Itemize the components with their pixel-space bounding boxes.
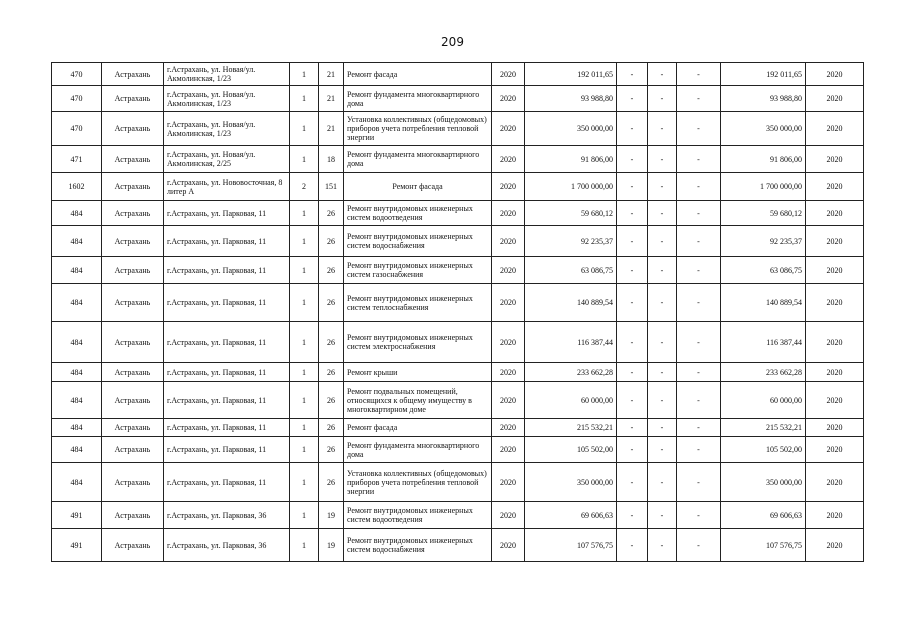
row-entrances: 1 xyxy=(290,382,319,419)
table-row xyxy=(52,63,864,86)
row-cost: 91 806,00 xyxy=(525,146,617,173)
row-apartments: 26 xyxy=(319,419,344,437)
row-dash-3: - xyxy=(677,173,721,201)
row-dash-1: - xyxy=(617,502,648,529)
row-dash-1: - xyxy=(617,63,648,86)
row-total: 233 662,28 xyxy=(721,363,806,382)
row-dash-2: - xyxy=(648,86,677,112)
row-year-done: 2020 xyxy=(806,226,864,257)
row-city: Астрахань xyxy=(102,201,164,226)
row-entrances: 1 xyxy=(290,63,319,86)
row-year-done: 2020 xyxy=(806,502,864,529)
table-row xyxy=(52,112,864,146)
row-dash-2: - xyxy=(648,284,677,322)
row-city: Астрахань xyxy=(102,322,164,363)
row-year-done: 2020 xyxy=(806,463,864,502)
row-address: г.Астрахань, ул. Парковая, 36 xyxy=(164,529,290,562)
row-dash-2: - xyxy=(648,201,677,226)
row-city: Астрахань xyxy=(102,437,164,463)
row-dash-3: - xyxy=(677,502,721,529)
row-total: 69 606,63 xyxy=(721,502,806,529)
row-year: 2020 xyxy=(492,382,525,419)
row-entrances: 1 xyxy=(290,363,319,382)
row-work-type: Ремонт подвальных помещений, относящихся к общему имуществу в многоквартирном доме xyxy=(344,382,492,419)
row-work-type: Ремонт внутридомовых инженерных систем теплоснабжения xyxy=(344,284,492,322)
row-work-type: Ремонт фасада xyxy=(344,419,492,437)
row-dash-1: - xyxy=(617,463,648,502)
row-cost: 1 700 000,00 xyxy=(525,173,617,201)
row-year: 2020 xyxy=(492,112,525,146)
row-dash-3: - xyxy=(677,419,721,437)
row-year-done: 2020 xyxy=(806,284,864,322)
row-cost: 69 606,63 xyxy=(525,502,617,529)
row-address: г.Астрахань, ул. Парковая, 36 xyxy=(164,502,290,529)
row-total: 92 235,37 xyxy=(721,226,806,257)
row-apartments: 18 xyxy=(319,146,344,173)
table-row xyxy=(52,382,864,419)
row-cost: 233 662,28 xyxy=(525,363,617,382)
row-id: 484 xyxy=(52,322,102,363)
row-total: 63 086,75 xyxy=(721,257,806,284)
row-dash-1: - xyxy=(617,201,648,226)
row-work-type: Ремонт фундамента многоквартирного дома xyxy=(344,86,492,112)
table-row xyxy=(52,284,864,322)
row-apartments: 21 xyxy=(319,112,344,146)
row-city: Астрахань xyxy=(102,284,164,322)
row-total: 350 000,00 xyxy=(721,463,806,502)
row-year-done: 2020 xyxy=(806,86,864,112)
row-dash-1: - xyxy=(617,226,648,257)
row-cost: 116 387,44 xyxy=(525,322,617,363)
table-row xyxy=(52,322,864,363)
row-id: 471 xyxy=(52,146,102,173)
row-cost: 92 235,37 xyxy=(525,226,617,257)
row-work-type: Ремонт фасада xyxy=(344,63,492,86)
row-year-done: 2020 xyxy=(806,419,864,437)
row-cost: 350 000,00 xyxy=(525,463,617,502)
capital-repair-table xyxy=(51,62,864,562)
row-dash-1: - xyxy=(617,529,648,562)
row-city: Астрахань xyxy=(102,382,164,419)
row-year-done: 2020 xyxy=(806,529,864,562)
row-dash-1: - xyxy=(617,86,648,112)
row-city: Астрахань xyxy=(102,112,164,146)
row-cost: 60 000,00 xyxy=(525,382,617,419)
row-dash-2: - xyxy=(648,173,677,201)
row-year-done: 2020 xyxy=(806,146,864,173)
row-dash-1: - xyxy=(617,363,648,382)
row-work-type: Ремонт фасада xyxy=(344,173,492,201)
row-cost: 63 086,75 xyxy=(525,257,617,284)
row-address: г.Астрахань, ул. Новая/ул. Акмолинская, 2/25 xyxy=(164,146,290,173)
row-total: 105 502,00 xyxy=(721,437,806,463)
row-dash-3: - xyxy=(677,257,721,284)
row-id: 484 xyxy=(52,463,102,502)
row-work-type: Ремонт внутридомовых инженерных систем водоотведения xyxy=(344,502,492,529)
row-dash-1: - xyxy=(617,173,648,201)
row-id: 484 xyxy=(52,226,102,257)
row-dash-1: - xyxy=(617,382,648,419)
row-year-done: 2020 xyxy=(806,257,864,284)
row-dash-2: - xyxy=(648,257,677,284)
row-cost: 93 988,80 xyxy=(525,86,617,112)
row-work-type: Ремонт фундамента многоквартирного дома xyxy=(344,437,492,463)
row-id: 470 xyxy=(52,63,102,86)
row-id: 484 xyxy=(52,363,102,382)
row-entrances: 1 xyxy=(290,437,319,463)
row-work-type: Ремонт фундамента многоквартирного дома xyxy=(344,146,492,173)
table-row xyxy=(52,86,864,112)
table-row xyxy=(52,226,864,257)
row-city: Астрахань xyxy=(102,173,164,201)
row-total: 107 576,75 xyxy=(721,529,806,562)
row-address: г.Астрахань, ул. Нововосточная, 8 литер А xyxy=(164,173,290,201)
row-dash-3: - xyxy=(677,529,721,562)
row-year: 2020 xyxy=(492,257,525,284)
row-apartments: 26 xyxy=(319,382,344,419)
row-apartments: 21 xyxy=(319,63,344,86)
row-id: 484 xyxy=(52,419,102,437)
row-year: 2020 xyxy=(492,502,525,529)
row-id: 484 xyxy=(52,437,102,463)
row-total: 59 680,12 xyxy=(721,201,806,226)
row-work-type: Ремонт внутридомовых инженерных систем газоснабжения xyxy=(344,257,492,284)
table-row xyxy=(52,437,864,463)
row-address: г.Астрахань, ул. Парковая, 11 xyxy=(164,382,290,419)
row-dash-2: - xyxy=(648,112,677,146)
row-year-done: 2020 xyxy=(806,112,864,146)
row-cost: 192 011,65 xyxy=(525,63,617,86)
row-apartments: 26 xyxy=(319,226,344,257)
table-row xyxy=(52,363,864,382)
row-dash-2: - xyxy=(648,226,677,257)
table-row xyxy=(52,463,864,502)
row-year: 2020 xyxy=(492,86,525,112)
row-dash-2: - xyxy=(648,63,677,86)
row-year: 2020 xyxy=(492,63,525,86)
row-cost: 215 532,21 xyxy=(525,419,617,437)
row-dash-2: - xyxy=(648,146,677,173)
row-year-done: 2020 xyxy=(806,63,864,86)
row-entrances: 1 xyxy=(290,322,319,363)
row-city: Астрахань xyxy=(102,226,164,257)
row-year-done: 2020 xyxy=(806,322,864,363)
row-city: Астрахань xyxy=(102,502,164,529)
row-address: г.Астрахань, ул. Парковая, 11 xyxy=(164,419,290,437)
row-dash-2: - xyxy=(648,382,677,419)
row-total: 215 532,21 xyxy=(721,419,806,437)
row-cost: 140 889,54 xyxy=(525,284,617,322)
row-id: 1602 xyxy=(52,173,102,201)
row-id: 484 xyxy=(52,284,102,322)
row-cost: 107 576,75 xyxy=(525,529,617,562)
row-total: 116 387,44 xyxy=(721,322,806,363)
table-row xyxy=(52,146,864,173)
row-year-done: 2020 xyxy=(806,173,864,201)
row-id: 491 xyxy=(52,529,102,562)
row-entrances: 1 xyxy=(290,201,319,226)
row-work-type: Ремонт внутридомовых инженерных систем водоснабжения xyxy=(344,529,492,562)
row-dash-2: - xyxy=(648,363,677,382)
row-year-done: 2020 xyxy=(806,201,864,226)
row-dash-2: - xyxy=(648,502,677,529)
row-entrances: 1 xyxy=(290,284,319,322)
row-work-type: Ремонт крыши xyxy=(344,363,492,382)
row-address: г.Астрахань, ул. Парковая, 11 xyxy=(164,284,290,322)
row-address: г.Астрахань, ул. Парковая, 11 xyxy=(164,257,290,284)
row-address: г.Астрахань, ул. Новая/ул. Акмолинская, 1/23 xyxy=(164,63,290,86)
row-address: г.Астрахань, ул. Парковая, 11 xyxy=(164,437,290,463)
row-year: 2020 xyxy=(492,463,525,502)
row-dash-3: - xyxy=(677,226,721,257)
row-entrances: 1 xyxy=(290,463,319,502)
row-entrances: 1 xyxy=(290,419,319,437)
row-work-type: Ремонт внутридомовых инженерных систем водоотведения xyxy=(344,201,492,226)
row-entrances: 2 xyxy=(290,173,319,201)
row-dash-1: - xyxy=(617,284,648,322)
row-city: Астрахань xyxy=(102,63,164,86)
row-total: 192 011,65 xyxy=(721,63,806,86)
row-work-type: Ремонт внутридомовых инженерных систем электроснабжения xyxy=(344,322,492,363)
row-dash-3: - xyxy=(677,63,721,86)
row-dash-3: - xyxy=(677,284,721,322)
row-dash-3: - xyxy=(677,86,721,112)
row-entrances: 1 xyxy=(290,502,319,529)
row-id: 484 xyxy=(52,201,102,226)
row-year: 2020 xyxy=(492,201,525,226)
row-address: г.Астрахань, ул. Парковая, 11 xyxy=(164,322,290,363)
table-row xyxy=(52,173,864,201)
row-dash-2: - xyxy=(648,463,677,502)
row-city: Астрахань xyxy=(102,257,164,284)
row-dash-1: - xyxy=(617,419,648,437)
row-year-done: 2020 xyxy=(806,437,864,463)
row-id: 470 xyxy=(52,112,102,146)
row-total: 91 806,00 xyxy=(721,146,806,173)
row-address: г.Астрахань, ул. Парковая, 11 xyxy=(164,226,290,257)
row-work-type: Установка коллективных (общедомовых) приборов учета потребления тепловой энергии xyxy=(344,112,492,146)
row-apartments: 21 xyxy=(319,86,344,112)
row-entrances: 1 xyxy=(290,529,319,562)
row-year-done: 2020 xyxy=(806,363,864,382)
row-year: 2020 xyxy=(492,146,525,173)
row-entrances: 1 xyxy=(290,86,319,112)
row-entrances: 1 xyxy=(290,226,319,257)
row-dash-2: - xyxy=(648,437,677,463)
row-dash-3: - xyxy=(677,437,721,463)
row-id: 484 xyxy=(52,382,102,419)
row-cost: 59 680,12 xyxy=(525,201,617,226)
row-city: Астрахань xyxy=(102,86,164,112)
row-city: Астрахань xyxy=(102,419,164,437)
row-address: г.Астрахань, ул. Новая/ул. Акмолинская, 1/23 xyxy=(164,112,290,146)
row-apartments: 26 xyxy=(319,322,344,363)
row-year: 2020 xyxy=(492,529,525,562)
row-dash-1: - xyxy=(617,322,648,363)
row-dash-3: - xyxy=(677,201,721,226)
row-id: 491 xyxy=(52,502,102,529)
row-year: 2020 xyxy=(492,363,525,382)
row-year-done: 2020 xyxy=(806,382,864,419)
row-entrances: 1 xyxy=(290,257,319,284)
table-row xyxy=(52,419,864,437)
table-row xyxy=(52,257,864,284)
row-id: 484 xyxy=(52,257,102,284)
row-apartments: 26 xyxy=(319,284,344,322)
row-entrances: 1 xyxy=(290,146,319,173)
page-number: 209 xyxy=(441,35,464,49)
row-dash-2: - xyxy=(648,322,677,363)
row-dash-3: - xyxy=(677,463,721,502)
row-apartments: 26 xyxy=(319,437,344,463)
table-row xyxy=(52,529,864,562)
row-total: 93 988,80 xyxy=(721,86,806,112)
row-dash-1: - xyxy=(617,112,648,146)
row-city: Астрахань xyxy=(102,463,164,502)
row-dash-3: - xyxy=(677,322,721,363)
row-city: Астрахань xyxy=(102,146,164,173)
row-work-type: Установка коллективных (общедомовых) приборов учета потребления тепловой энергии xyxy=(344,463,492,502)
row-id: 470 xyxy=(52,86,102,112)
row-dash-3: - xyxy=(677,146,721,173)
row-cost: 350 000,00 xyxy=(525,112,617,146)
row-apartments: 26 xyxy=(319,201,344,226)
row-apartments: 26 xyxy=(319,463,344,502)
row-dash-1: - xyxy=(617,437,648,463)
row-address: г.Астрахань, ул. Парковая, 11 xyxy=(164,201,290,226)
row-city: Астрахань xyxy=(102,529,164,562)
row-apartments: 26 xyxy=(319,257,344,284)
row-apartments: 151 xyxy=(319,173,344,201)
row-apartments: 19 xyxy=(319,529,344,562)
row-year: 2020 xyxy=(492,419,525,437)
row-total: 1 700 000,00 xyxy=(721,173,806,201)
row-total: 140 889,54 xyxy=(721,284,806,322)
row-cost: 105 502,00 xyxy=(525,437,617,463)
row-apartments: 26 xyxy=(319,363,344,382)
row-dash-3: - xyxy=(677,112,721,146)
table-row xyxy=(52,201,864,226)
row-year: 2020 xyxy=(492,173,525,201)
table-row xyxy=(52,502,864,529)
row-dash-2: - xyxy=(648,529,677,562)
row-entrances: 1 xyxy=(290,112,319,146)
row-address: г.Астрахань, ул. Новая/ул. Акмолинская, 1/23 xyxy=(164,86,290,112)
row-address: г.Астрахань, ул. Парковая, 11 xyxy=(164,463,290,502)
row-year: 2020 xyxy=(492,226,525,257)
row-year: 2020 xyxy=(492,322,525,363)
row-apartments: 19 xyxy=(319,502,344,529)
row-dash-1: - xyxy=(617,146,648,173)
row-work-type: Ремонт внутридомовых инженерных систем водоснабжения xyxy=(344,226,492,257)
row-dash-1: - xyxy=(617,257,648,284)
row-dash-3: - xyxy=(677,382,721,419)
row-address: г.Астрахань, ул. Парковая, 11 xyxy=(164,363,290,382)
row-total: 60 000,00 xyxy=(721,382,806,419)
row-dash-2: - xyxy=(648,419,677,437)
table-body xyxy=(52,63,864,562)
row-city: Астрахань xyxy=(102,363,164,382)
row-total: 350 000,00 xyxy=(721,112,806,146)
row-year: 2020 xyxy=(492,437,525,463)
row-dash-3: - xyxy=(677,363,721,382)
row-year: 2020 xyxy=(492,284,525,322)
